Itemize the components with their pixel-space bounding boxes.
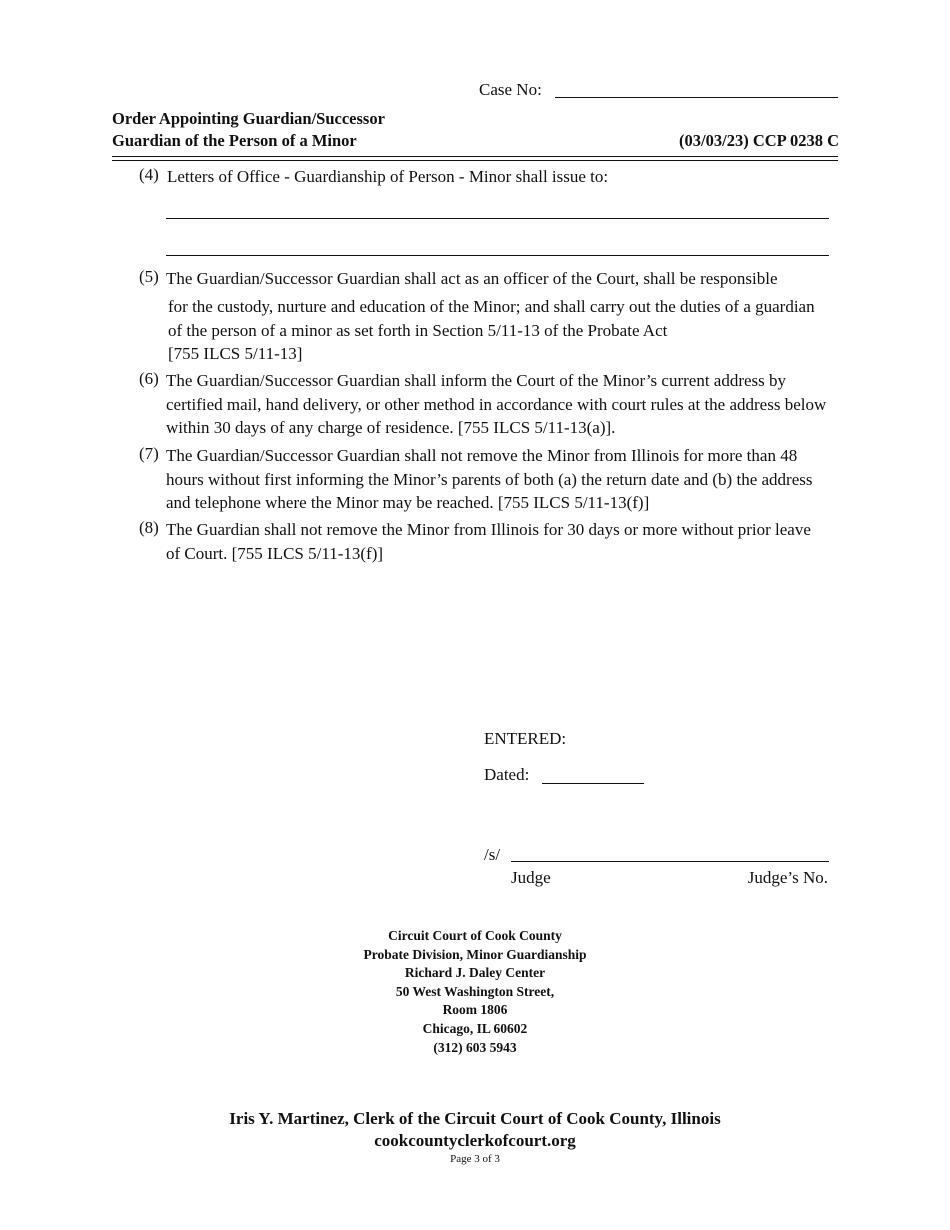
item-5-text-rest: for the custody, nurture and education of the Minor; and shall carry out the duties of a guardian of the person of a minor as set forth in Section 5/11-13 of the Probate Act xyxy=(168,297,815,340)
header-divider-top xyxy=(112,156,838,157)
address-line-city: Chicago, IL 60602 xyxy=(422,1020,528,1036)
form-title-line-1: Order Appointing Guardian/Successor xyxy=(112,109,385,128)
address-line-division: Probate Division, Minor Guardianship xyxy=(363,946,587,962)
form-code: (03/03/23) CCP 0238 C xyxy=(679,131,839,150)
address-line-room: Room 1806 xyxy=(442,1002,508,1018)
letters-recipient-line-1[interactable] xyxy=(166,218,829,219)
address-line-phone: (312) 603 5943 xyxy=(433,1039,517,1055)
item-7-number: (7) xyxy=(139,444,159,463)
item-5-number: (5) xyxy=(139,267,159,286)
header-divider-bottom xyxy=(112,160,838,161)
case-number-label: Case No: xyxy=(479,80,542,99)
signature-prefix: /s/ xyxy=(484,845,501,864)
date-field[interactable] xyxy=(542,783,644,784)
form-title-line-2: Guardian of the Person of a Minor xyxy=(112,131,357,150)
judge-signature-field[interactable] xyxy=(511,861,829,862)
item-8-number: (8) xyxy=(139,518,159,537)
item-4-number: (4) xyxy=(139,165,159,184)
clerk-website: cookcountyclerkofcourt.org xyxy=(374,1131,576,1150)
address-line-court: Circuit Court of Cook County xyxy=(388,928,562,943)
item-8-text: The Guardian shall not remove the Minor from Illinois for 30 days or more without prior leave of Court. [755 ILCS 5/11-13(f)] xyxy=(166,520,811,563)
dated-label: Dated: xyxy=(484,765,530,784)
court-address xyxy=(275,927,675,1057)
case-number-field[interactable] xyxy=(555,97,838,98)
judge-label: Judge xyxy=(511,868,551,887)
judge-number-label: Judge’s No. xyxy=(747,868,828,887)
item-4-text: Letters of Office - Guardianship of Person - Minor shall issue to: xyxy=(167,167,609,186)
address-line-street: 50 West Washington Street, xyxy=(395,983,555,999)
item-5-text-line-1: The Guardian/Successor Guardian shall act as an officer of the Court, shall be responsible xyxy=(166,269,778,288)
item-5-citation: [755 ILCS 5/11-13] xyxy=(168,344,303,363)
address-line-building: Richard J. Daley Center xyxy=(404,965,546,981)
entered-label: ENTERED: xyxy=(484,729,567,748)
clerk-name: Iris Y. Martinez, Clerk of the Circuit Court of Cook County, Illinois xyxy=(229,1109,721,1128)
item-6-number: (6) xyxy=(139,369,159,388)
item-6-text: The Guardian/Successor Guardian shall inform the Court of the Minor’s current address by certified mail, hand delivery, or other method in accordance with court rules at the address below within 30 days of any charge of residence. [755 ILCS 5/11-13(a)]. xyxy=(166,371,827,437)
letters-recipient-line-2[interactable] xyxy=(166,255,829,256)
page-number: Page 3 of 3 xyxy=(450,1153,500,1165)
item-7-text: The Guardian/Successor Guardian shall not remove the Minor from Illinois for more than 48 hours without first informing the Minor’s parents of both (a) the return date and (b) the address and telephone where the Minor may be reached. [755 ILCS 5/11-13(f)] xyxy=(166,446,813,512)
